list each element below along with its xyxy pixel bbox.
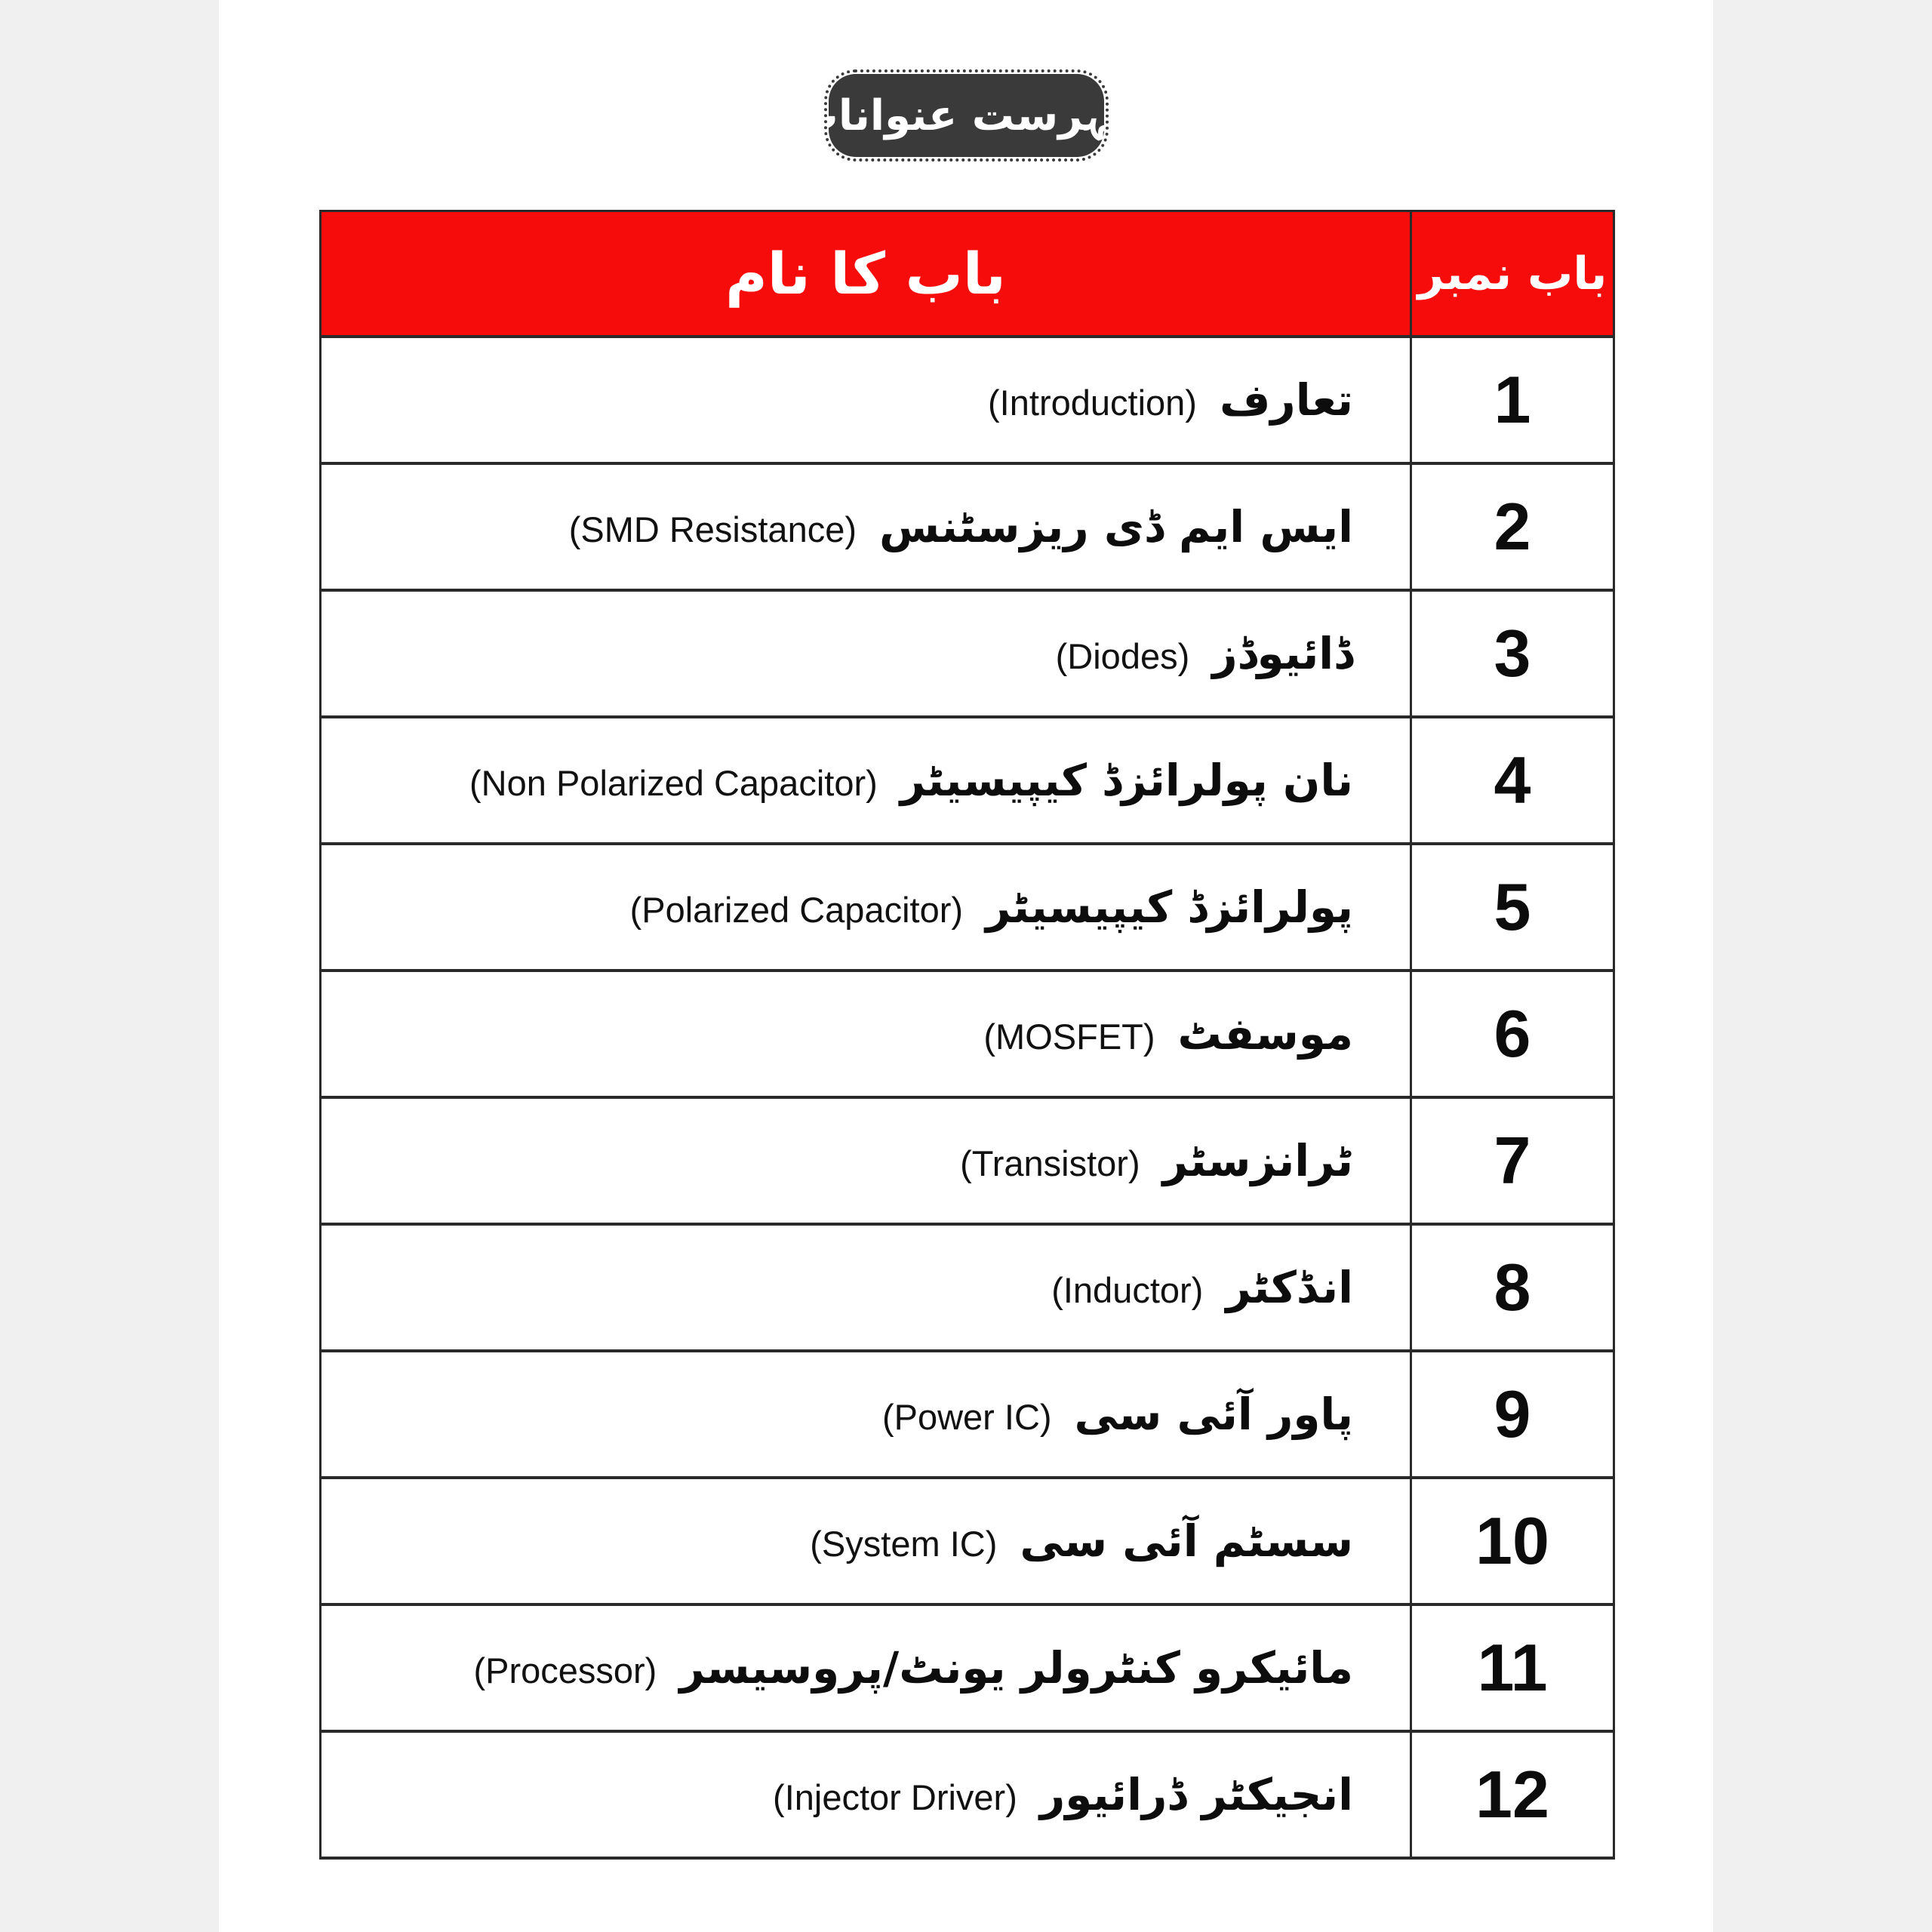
toc-table <box>319 210 1615 1860</box>
table-row <box>321 717 1614 844</box>
chapter-title-english: (Polarized Capacitor) <box>629 890 964 930</box>
table-row <box>321 1604 1614 1731</box>
chapter-number: 1 <box>1411 337 1614 463</box>
table-header-row <box>321 211 1614 337</box>
chapter-number: 5 <box>1411 844 1614 971</box>
table-row <box>321 337 1614 463</box>
chapter-title-english: (Introduction) <box>988 383 1197 423</box>
chapter-title-urdu: انڈکٹر <box>1226 1262 1353 1313</box>
right-gutter <box>1713 0 1932 1932</box>
page-title-badge <box>795 74 1137 157</box>
chapter-title-english: (SMD Resistance) <box>568 509 857 549</box>
chapter-title-english: (Inductor) <box>1051 1270 1204 1310</box>
chapter-title-english: (Transistor) <box>960 1143 1140 1183</box>
chapter-number: 2 <box>1411 463 1614 590</box>
table-row <box>321 1478 1614 1604</box>
chapter-title-urdu: ٹرانزسٹر <box>1162 1135 1353 1186</box>
table-row <box>321 844 1614 971</box>
page-title: فہرست عنوانات <box>795 91 1137 140</box>
header-chapter-number: باب نمبر <box>1411 211 1614 337</box>
chapter-title-urdu: انجیکٹر ڈرائیور <box>1039 1769 1353 1820</box>
chapter-number: 4 <box>1411 717 1614 844</box>
chapter-number: 10 <box>1411 1478 1614 1604</box>
chapter-title-urdu: تعارف <box>1219 374 1353 426</box>
chapter-number: 11 <box>1411 1604 1614 1731</box>
left-gutter <box>0 0 219 1932</box>
chapter-title-english: (Power IC) <box>881 1397 1052 1437</box>
chapter-title-english: (Non Polarized Capacitor) <box>469 763 878 803</box>
chapter-number: 3 <box>1411 590 1614 717</box>
chapter-title-english: (System IC) <box>810 1524 998 1564</box>
chapter-title-english: (MOSFET) <box>983 1017 1155 1057</box>
chapter-number: 9 <box>1411 1351 1614 1478</box>
chapter-number: 8 <box>1411 1224 1614 1351</box>
chapter-title-urdu: ڈائیوڈز <box>1212 628 1353 679</box>
chapter-title-english: (Injector Driver) <box>773 1777 1017 1817</box>
table-row <box>321 1351 1614 1478</box>
table-row <box>321 1097 1614 1224</box>
table-row <box>321 463 1614 590</box>
chapter-title-urdu: موسفٹ <box>1177 1008 1353 1060</box>
header-chapter-name: باب کا نام <box>321 211 1411 337</box>
chapter-title-urdu: پولرائزڈ کیپیسیٹر <box>986 881 1353 933</box>
table-row <box>321 590 1614 717</box>
chapter-number: 12 <box>1411 1731 1614 1858</box>
chapter-number: 6 <box>1411 971 1614 1097</box>
table-row <box>321 1224 1614 1351</box>
chapter-title-urdu: پاور آئی سی <box>1074 1389 1353 1440</box>
table-row <box>321 971 1614 1097</box>
chapter-title-urdu: مائیکرو کنٹرولر یونٹ/پروسیسر <box>679 1642 1353 1694</box>
chapter-title-urdu: نان پولرائزڈ کیپیسیٹر <box>900 755 1353 806</box>
chapter-title-urdu: سسٹم آئی سی <box>1020 1515 1353 1567</box>
chapter-title-urdu: ایس ایم ڈی ریزسٹنس <box>879 501 1353 552</box>
chapter-title-english: (Processor) <box>473 1651 657 1690</box>
chapter-number: 7 <box>1411 1097 1614 1224</box>
table-row <box>321 1731 1614 1858</box>
chapter-title-english: (Diodes) <box>1055 636 1190 676</box>
